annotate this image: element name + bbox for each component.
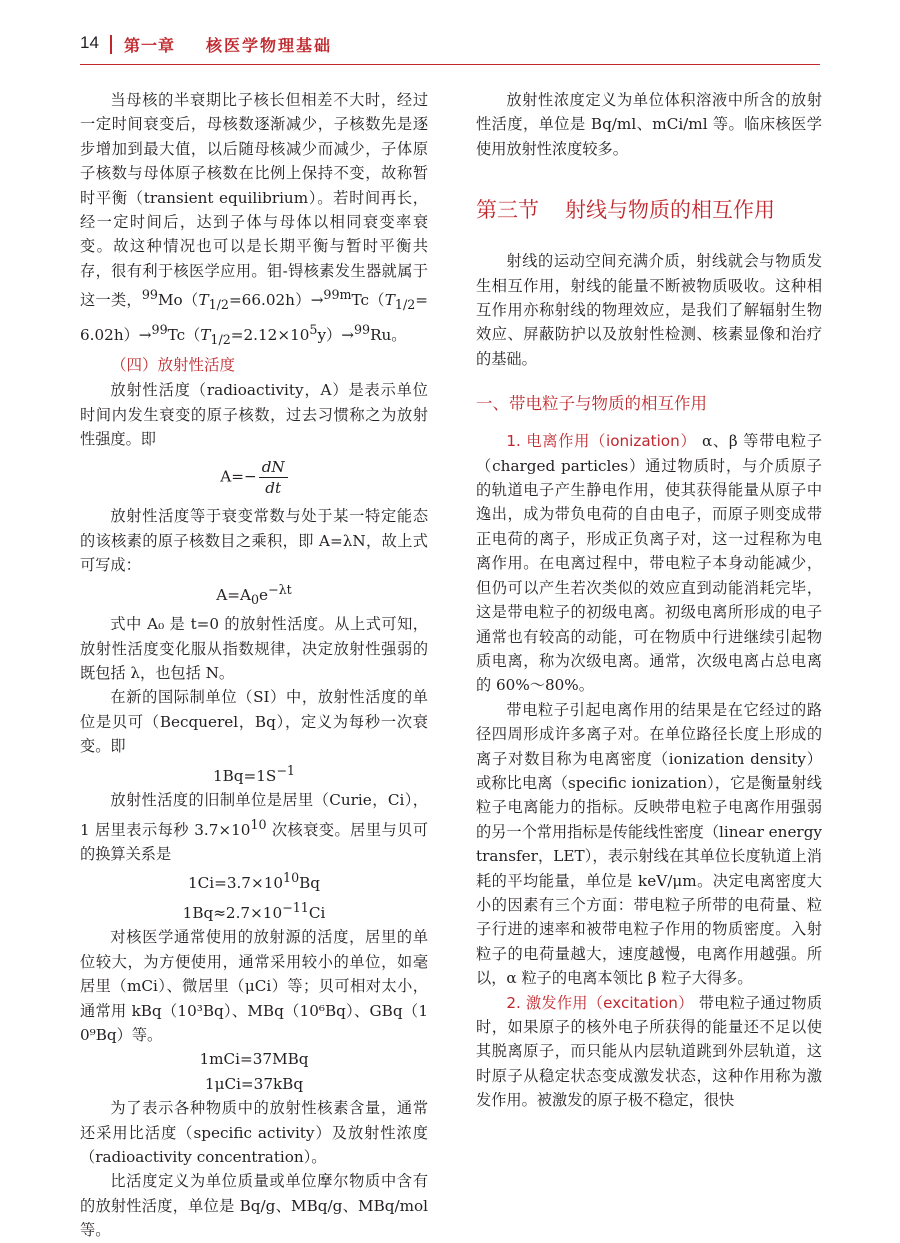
paragraph: 放射性浓度定义为单位体积溶液中所含的放射性活度，单位是 Bq/ml、mCi/ml 等。临床核医学使用放射性浓度较多。 (476, 91, 822, 158)
page-header (80, 30, 820, 65)
header-divider (110, 35, 112, 54)
fraction: $\frac{dN}{dt}$ (259, 457, 288, 498)
subsection-heading: 一、带电粒子与物质的相互作用 (476, 394, 707, 414)
term-ionization: 1. 电离作用（ionization） (506, 432, 697, 451)
paragraph: 带电粒子引起电离作用的结果是在它经过的路径四周形成许多离子对。在单位路径长度上形成的离子对数目称为电离密度（ionization density）或称比电离（specific ionization），它是衡量射线粒子电离能力的指标。反映带电粒子电离作用强弱的另一个常用指标是传能线性密度（linear energy transfer，LET），表示射线在其单位长度轨道上消耗的平均能量，单位是 keV/μm。决定电离密度大小的因素有三个方面：带电粒子所带的电荷量、粒子行进的速率和被带电粒子作用的物质密度。入射粒子的电荷量越大，速度越慢，电离作用越强。所以，α 粒子的电离本领比 β 粒子大得多。 (476, 700, 822, 988)
paragraph: 1. 电离作用（ionization） α、β 等带电粒子（charged particles）通过物质时，与介质原子的轨道电子产生静电作用，使其获得能量从原子中逸出，成为带负电荷的自由电子，而原子则变成带正电荷的离子，形成正负离子对，这一过程称为电离作用。在电离过程中，带电粒子本身动能减少，但仍可以产生若次类似的效应直到动能消耗完毕，这是带电粒子的初级电离。初级电离所形成的电子通常也有较高的动能，可在物质中行进继续引起物质电离，称为次级电离。通常，次级电离占总电离的 60%～80%。 (476, 432, 823, 695)
equation-becquerel: $1Bq=1S^{-1}$ (212, 762, 295, 785)
section-title: 射线与物质的相互作用 (565, 198, 775, 223)
paragraph: 放射性活度（radioactivity，A）是表示单位时间内发生衰变的原子核数，过去习惯称之为放射性强度。即 (80, 381, 428, 449)
term-excitation: 2. 激发作用（excitation） (506, 993, 694, 1012)
paragraph: 对核医学通常使用的放射源的活度，居里的单位较大，为方便使用，通常采用较小的单位，如毫居里（mCi）、微居里（μCi）等；贝可相对太小，通常用 kBq（10³Bq）、MBq（10⁶Bq）、GBq（10⁹Bq）等。 (80, 928, 428, 1044)
section-number: 第三节 (476, 198, 539, 223)
paragraph: 射线的运动空间充满介质，射线就会与物质发生相互作用，射线的能量不断被物质吸收。这种相互作用亦称射线的物理效应，是我们了解辐射生物效应、屏蔽防护以及放射性检测、核素显像和治疗的基础。 (476, 252, 822, 368)
paragraph: 放射性活度的旧制单位是居里（Curie，Ci），1 居里表示每秒 $3.7\times 10^{10}$ 次核衰变。居里与贝可的换算关系是 (80, 791, 429, 863)
paragraph: 放射性活度等于衰变常数与处于某一特定能态的该核素的原子核数目之乘积，即 A=λN，故上式可写成： (80, 507, 428, 575)
page-number: 14 (80, 33, 99, 52)
paragraph: 比活度定义为单位质量或单位摩尔物质中含有的放射性活度，单位是 Bq/g、MBq/g、MBq/mol 等。 (80, 1172, 428, 1240)
paragraph: 式中 A₀ 是 t=0 的放射性活度。从上式可知，放射性活度变化服从指数规律，决定放射性强弱的既包括 λ，也包括 N。 (80, 615, 428, 682)
equation-curie: $1Ci=3.7\times 10^{10}Bq$ (187, 870, 321, 893)
equation-activity: A=− $\frac{dN}{dt}$ (80, 457, 428, 498)
paragraph: 为了表示各种物质中的放射性核素含量，通常还采用比活度（specific activity）及放射性浓度（radioactivity concentration）。 (80, 1099, 428, 1166)
paragraph: 在新的国际制单位（SI）中，放射性活度的单位是贝可（Becquerel，Bq），定义为每秒一次衰变。即 (80, 688, 428, 756)
section-heading (476, 195, 822, 225)
equation-decay: $A=A_0e^{-\lambda t}$ (216, 581, 292, 607)
subsection-heading: （四）放射性活度 (111, 356, 236, 375)
right-column (476, 88, 822, 1113)
equation-curie-inverse: $1Bq\approx 2.7\times 10^{-11}Ci$ (182, 899, 326, 922)
equation-mci: 1mCi=37MBq (199, 1050, 309, 1069)
paragraph: 2. 激发作用（excitation） 带电粒子通过物质时，如果原子的核外电子所获得的能量还不足以使其脱离原子，而只能从内层轨道跳到外层轨道，这时原子从稳定状态变成激发状态，这种作用称为激发作用。被激发的原子极不稳定，很快 (476, 993, 823, 1110)
equation-uci: 1μCi=37kBq (204, 1074, 304, 1093)
paragraph: 当母核的半衰期比子核长但相差不大时，经过一定时间衰变后，母核数逐渐减少，子核数先是逐步增加到最大值，以后随母核减少而减少，子体原子核数与母体原子核数在比例上保持不变，故称暂时平衡（transient equilibrium）。若时间再长，经一定时间后，达到子体与母体以相同衰变率衰变。故这种情况也可以是长期平衡与暂时平衡共存，很有利于核医学应用。钼-锝核素发生器就属于这一类，$^{99}Mo(T_{1/2}=66.02h)\to^{99m}Tc(T_{1/2}=6.02h)\to^{99}Tc(T_{1/2}=2.12\times 10^5y)\to^{99}Ru$。 (80, 91, 428, 347)
left-column (80, 88, 428, 1243)
chapter-label: 第一章 (124, 36, 176, 55)
chapter-title: 核医学物理基础 (206, 36, 333, 55)
